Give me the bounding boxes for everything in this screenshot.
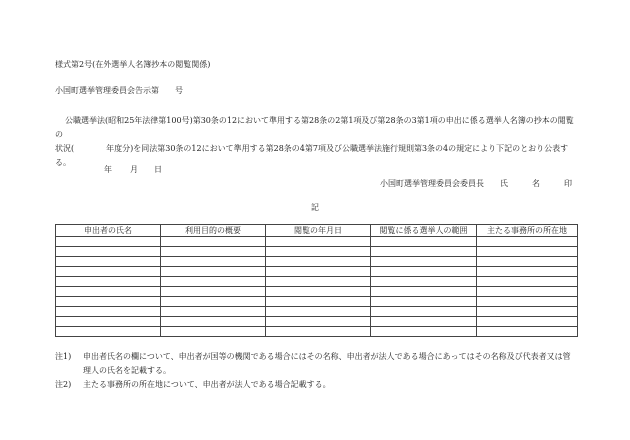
note-2-text: 主たる事務所の所在地について、申出者が法人である場合記載する。 (83, 380, 331, 389)
table-row (56, 237, 578, 247)
table-cell (266, 247, 371, 257)
header-voter-range: 閲覧に係る選挙人の範囲 (371, 225, 477, 237)
table-cell (477, 317, 578, 327)
table-cell (477, 267, 578, 277)
note-2-mark: 注2) (55, 380, 72, 389)
table-cell (266, 307, 371, 317)
table-cell (477, 257, 578, 267)
note-2 (55, 379, 331, 390)
body-line-2: 状況( 年度分)を同法第30条の12において準用する第28条の4第7項及び公職選挙法施行規則第3条の4の規定により下記のとおり公表す (55, 144, 569, 153)
header-purpose: 利用目的の概要 (161, 225, 266, 237)
inspection-table (55, 224, 578, 337)
table-row (56, 307, 578, 317)
table-row (56, 267, 578, 277)
table-row (56, 327, 578, 337)
table-cell (161, 247, 266, 257)
table-row (56, 317, 578, 327)
table-cell (477, 277, 578, 287)
table-row (56, 257, 578, 267)
table-cell (266, 257, 371, 267)
table-cell (161, 307, 266, 317)
table-cell (266, 267, 371, 277)
table-cell (56, 247, 161, 257)
table-cell (371, 307, 477, 317)
table-cell (266, 277, 371, 287)
table-cell (161, 317, 266, 327)
table-cell (161, 237, 266, 247)
table-cell (371, 327, 477, 337)
table-cell (56, 257, 161, 267)
date-day: 日 (154, 165, 162, 174)
table-cell (161, 277, 266, 287)
table-cell (161, 267, 266, 277)
table-cell (56, 327, 161, 337)
table-header-row (56, 225, 578, 237)
table-cell (371, 297, 477, 307)
table-cell (371, 277, 477, 287)
table-cell (56, 237, 161, 247)
table-cell (266, 297, 371, 307)
header-inspection-date: 閲覧の年月日 (266, 225, 371, 237)
table-cell (161, 297, 266, 307)
table-cell (371, 247, 477, 257)
date-line (104, 164, 162, 175)
table-cell (477, 327, 578, 337)
form-title: 様式第2号(在外選挙人名簿抄本の閲覧関係) (55, 60, 211, 69)
table-cell (161, 327, 266, 337)
table-cell (371, 267, 477, 277)
body-line-3: る。 (55, 158, 71, 167)
table-cell (477, 287, 578, 297)
chairman-signature: 小国町選挙管理委員会委員長 氏 名 印 (380, 179, 572, 188)
table-row (56, 297, 578, 307)
table-cell (56, 297, 161, 307)
table-cell (56, 267, 161, 277)
table-cell (371, 287, 477, 297)
table-cell (56, 287, 161, 297)
table-cell (477, 297, 578, 307)
notice-header: 小国町選挙管理委員会告示第 号 (55, 86, 183, 95)
note-1-text-b: 理人の氏名を記載する。 (83, 366, 171, 375)
table-cell (371, 317, 477, 327)
table-cell (56, 317, 161, 327)
table-cell (161, 287, 266, 297)
note-1-mark: 注1) (55, 352, 72, 361)
date-month: 月 (130, 165, 138, 174)
table-cell (56, 277, 161, 287)
table-cell (477, 237, 578, 247)
table-row (56, 247, 578, 257)
table-cell (56, 307, 161, 317)
note-1 (55, 350, 580, 378)
table-cell (477, 307, 578, 317)
note-1-text-a: 申出者氏名の欄について、申出者が国等の機関である場合にはその名称、申出者が法人である場合にあってはその名称及び代表者又は管 (83, 352, 571, 361)
table-cell (371, 257, 477, 267)
header-office-address: 主たる事務所の所在地 (477, 225, 578, 237)
table-row (56, 287, 578, 297)
date-year: 年 (104, 165, 112, 174)
table-cell (266, 317, 371, 327)
ki-heading: 記 (311, 203, 319, 212)
table-row (56, 277, 578, 287)
header-applicant-name: 申出者の氏名 (56, 225, 161, 237)
body-paragraph (55, 114, 580, 170)
table-cell (371, 237, 477, 247)
body-line-1: 公職選挙法(昭和25年法律第100号)第30条の12において準用する第28条の2第1項及び第28条の3第1項の申出に係る選挙人名簿の抄本の閲覧の (55, 116, 574, 139)
table-cell (477, 247, 578, 257)
table-cell (266, 287, 371, 297)
table-cell (266, 237, 371, 247)
table-cell (161, 257, 266, 267)
table-cell (266, 327, 371, 337)
